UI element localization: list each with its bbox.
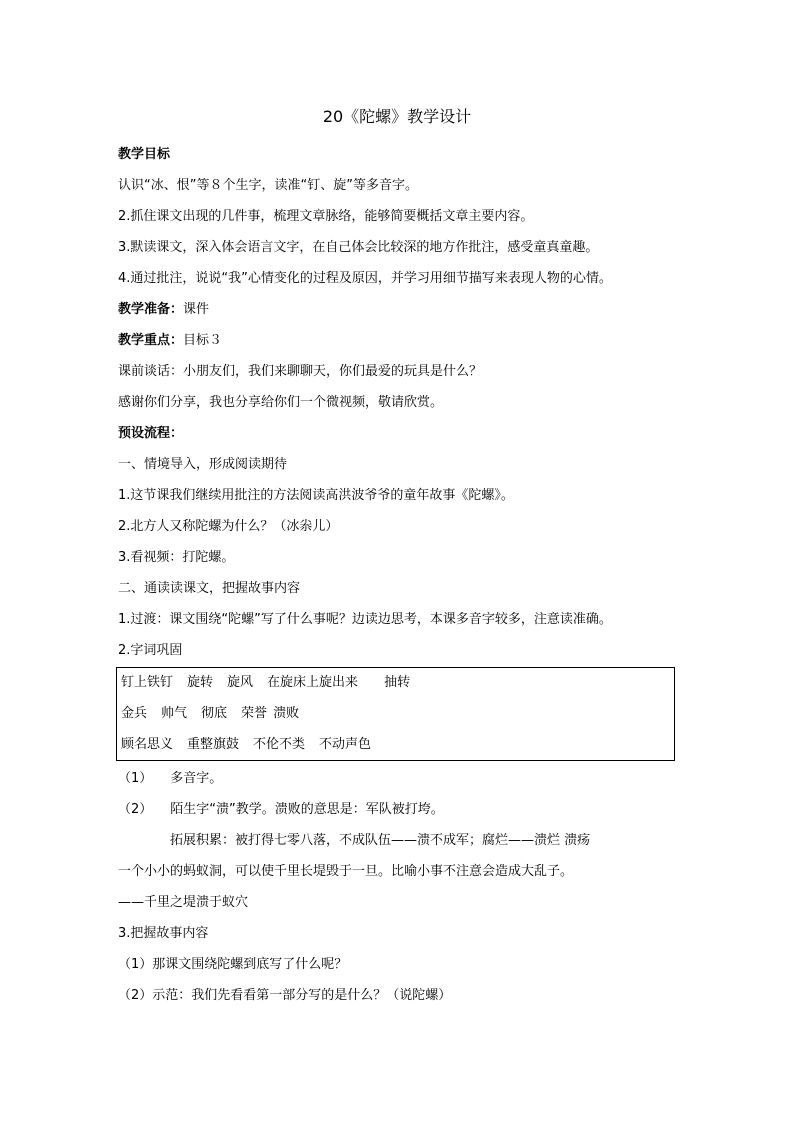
vocab-word: 重整旗鼓 [187,737,240,752]
question-2: （2）示范：我们先看看第一部分写的是什么？（说陀螺） [118,988,452,1003]
section-2-title: 二、通读读课文，把握故事内容 [118,581,301,596]
section-1-item-3: 3.看视频：打陀螺。 [118,550,235,565]
focus-label: 教学重点 [118,333,171,348]
focus-colon: ： [170,333,184,348]
sub-item-2 [118,801,444,819]
focus-value: 目标３ [183,333,223,348]
chat-2: 感谢你们分享，我也分享给你们一个微视频，敬请欣赏。 [118,395,444,410]
extend-line: 拓展积累：被打得七零八落，不成队伍——溃不成军；腐烂——溃烂 溃疡 [170,833,591,848]
prep-label: 教学准备 [118,302,171,317]
section-2-item-1: 1.过渡：课文围绕“陀螺”写了什么事呢？边读边思考，本课多音字较多，注意读准确。 [118,612,612,627]
goal-4: 4.通过批注，说说“我”心情变化的过程及原因，并学习用细节描写来表现人物的心情。 [118,271,612,286]
goal-2: 2.抓住课文出现的几件事，梳理文章脉络，能够简要概括文章主要内容。 [118,209,534,224]
document-title: 20《陀螺》教学设计 [322,107,472,126]
vocab-word: 旋风 [227,675,254,690]
flow-heading: 预设流程： [118,426,184,441]
sub-item-1-text: 多音字。 [170,771,223,786]
section-1-title: 一、情境导入，形成阅读期待 [118,457,288,472]
vocab-word: 抽转 [384,675,411,690]
section-2-item-3: 3.把握故事内容 [118,926,209,941]
proverb-source: ——千里之堤溃于蚁穴 [118,895,249,910]
prep-line [118,301,209,319]
vocab-word: 顾名思义 [121,737,174,752]
vocab-row-1 [121,674,410,692]
vocab-word: 帅气 [161,706,188,721]
vocab-word: 溃败 [273,706,300,721]
vocab-word: 荣誉 [241,706,268,721]
chat-1: 课前谈话：小朋友们，我们来聊聊天，你们最爱的玩具是什么？ [118,364,483,379]
prep-value: 课件 [183,302,210,317]
section-2-item-2: 2.字词巩固 [118,643,183,658]
prep-colon: ： [170,302,184,317]
goals-heading: 教学目标 [118,147,171,162]
vocab-row-2 [121,705,299,723]
sub-item-1 [118,770,222,788]
vocab-word: 旋转 [187,675,214,690]
proverb-explanation: 一个小小的蚂蚁洞，可以使千里长堤毁于一旦。比喻小事不注意会造成大乱子。 [118,864,574,879]
question-1: （1）那课文围绕陀螺到底写了什么呢？ [118,957,348,972]
goal-1: 认识“冰、恨”等８个生字，读准“钉、旋”等多音字。 [118,178,418,193]
vocab-word: 金兵 [121,706,148,721]
section-1-item-2: 2.北方人又称陀螺为什么？（冰尜儿） [118,519,339,534]
vocab-word: 钉上铁钉 [121,675,174,690]
vocab-row-3 [121,736,371,754]
sub-item-1-number: （1） [118,771,153,786]
sub-item-2-text: 陌生字“溃”教学。溃败的意思是：军队被打垮。 [170,802,444,817]
vocab-word: 不动声色 [319,737,372,752]
vocab-word: 在旋床上旋出来 [267,675,359,690]
goal-3: 3.默读课文，深入体会语言文字，在自己体会比较深的地方作批注，感受童真童趣。 [118,240,599,255]
vocab-table [116,667,675,761]
section-1-item-1: 1.这节课我们继续用批注的方法阅读高洪波爷爷的童年故事《陀螺》。 [118,488,514,503]
focus-line [118,332,222,350]
vocab-word: 不伦不类 [253,737,306,752]
vocab-word: 彻底 [201,706,228,721]
sub-item-2-number: （2） [118,802,153,817]
